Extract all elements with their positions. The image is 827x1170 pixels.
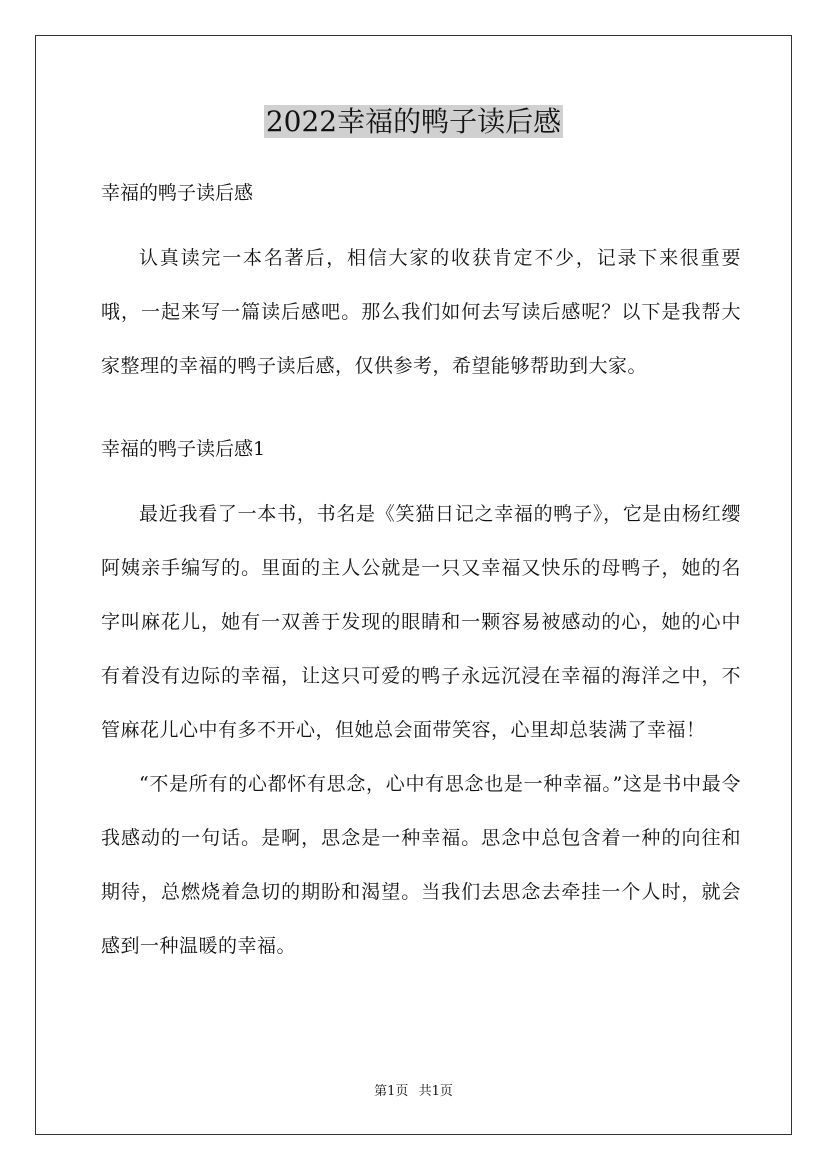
- body-paragraph-1: 最近我看了一本书，书名是《笑猫日记之幸福的鸭子》，它是由杨红缨阿姨亲手编写的。里面的主人公就是一只又幸福又快乐的母鸭子，她的名字叫麻花儿，她有一双善于发现的眼睛和一颗容易被感动的心，她的心中有着没有边际的幸福，让这只可爱的鸭子永远沉浸在幸福的海洋之中，不管麻花儿心中有多不开心，但她总会面带笑容，心里却总装满了幸福！: [101, 503, 741, 741]
- current-page-label: 第1页: [374, 1084, 409, 1099]
- total-pages-label: 共1页: [418, 1084, 453, 1099]
- intro-paragraph: 认真读完一本名著后，相信大家的收获肯定不少，记录下来很重要哦，一起来写一篇读后感吧。那么我们如何去写读后感呢？以下是我帮大家整理的幸福的鸭子读后感，仅供参考，希望能够帮助到大家。: [101, 247, 741, 377]
- document-title: 2022幸福的鸭子读后感: [265, 105, 562, 138]
- document-title-wrapper: [0, 100, 827, 144]
- body-paragraph-2: “不是所有的心都怀有思念，心中有思念也是一种幸福。”这是书中最令我感动的一句话。是啊，思念是一种幸福。思念中总包含着一种的向往和期待，总燃烧着急切的期盼和渴望。当我们去思念去牵挂一个人时，就会感到一种温暖的幸福。: [101, 773, 741, 957]
- document-body: [101, 175, 741, 973]
- subheading-1: 幸福的鸭子读后感1: [101, 438, 266, 460]
- section-heading: 幸福的鸭子读后感: [101, 182, 254, 204]
- page-footer: [0, 1082, 827, 1102]
